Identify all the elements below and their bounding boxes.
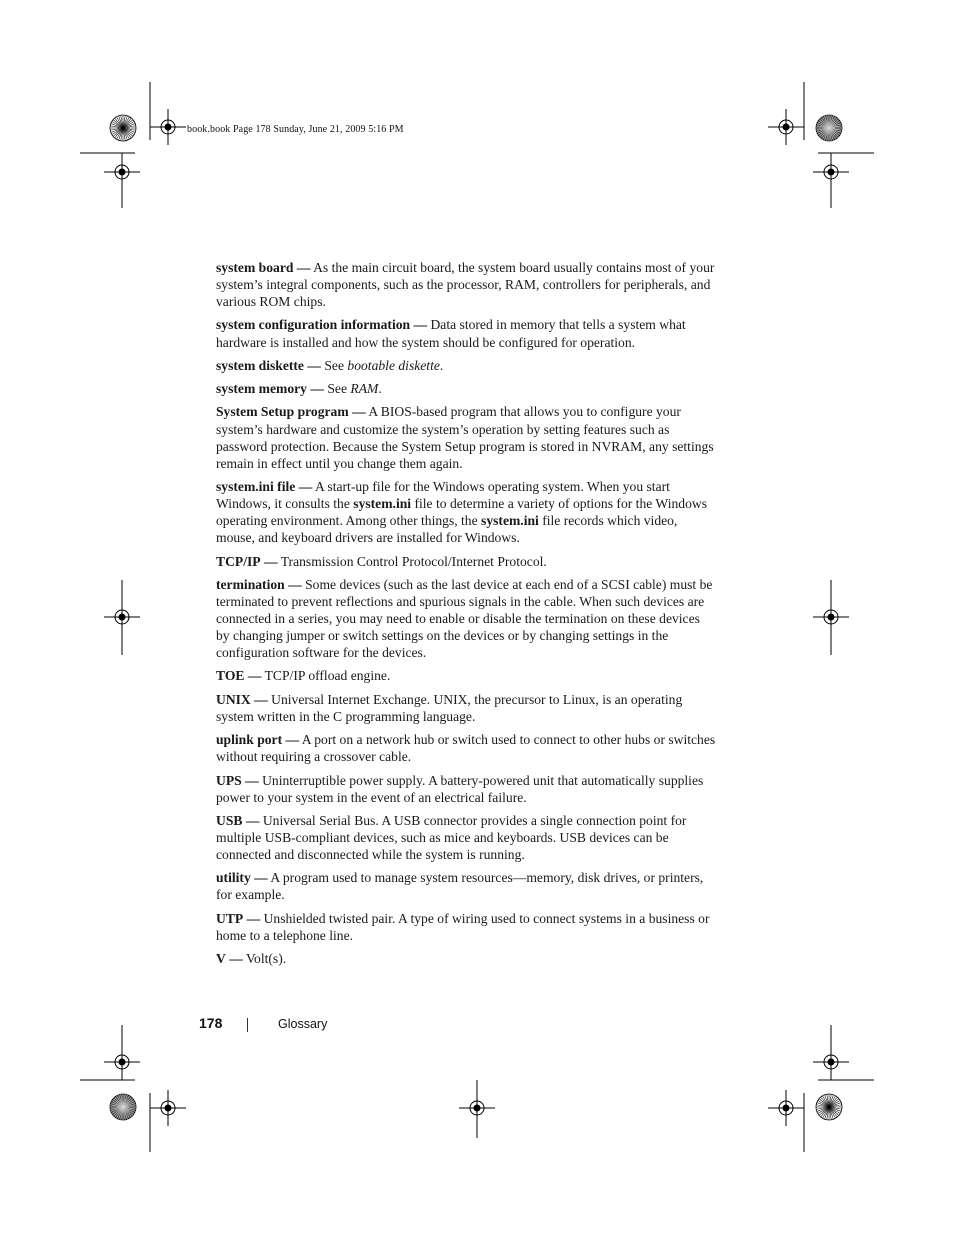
definition-text: Some devices (such as the last device at each end of a SCSI cable) must be terminated to prevent reflections and spurious signals in the cable. When such devices are connected in a series, you may need to enable or disable the termination on these devices by changing jumper or switch settings on the devices or by changing settings in the configuration software for the devices. (216, 576, 713, 661)
page-number: 178 (199, 1015, 223, 1031)
definition-text: A BIOS-based program that allows you to configure your system’s hardware and customize the system’s operation by setting features such as password protection. Because the System Setup program is stored in NVRAM, any settings remain in effect until you change them again. (216, 404, 714, 471)
definition-text: A port on a network hub or switch used to connect to other hubs or switches without requiring a crossover cable. (216, 732, 716, 765)
em-dash: — (413, 317, 428, 333)
glossary-entry (216, 403, 716, 471)
registration-mark-icon (150, 109, 186, 145)
definition-text: See (327, 381, 351, 397)
color-wheel-icon (816, 115, 842, 141)
definition-text: Unshielded twisted pair. A type of wiring used to connect systems in a business or home to a telephone line. (216, 910, 710, 943)
em-dash: — (288, 576, 302, 592)
em-dash: — (263, 553, 278, 569)
glossary-term: UNIX (216, 691, 251, 707)
registration-mark-icon (150, 1090, 186, 1126)
em-dash: — (310, 381, 324, 397)
glossary-entry (216, 691, 716, 725)
glossary-entry (216, 478, 716, 546)
glossary-list (216, 259, 716, 973)
em-dash: — (247, 668, 262, 684)
glossary-entry (216, 259, 716, 310)
definition-text: file to determine a variety of options for the Windows operating environment. Among other things, the (216, 496, 707, 529)
glossary-entry (216, 576, 716, 661)
definition-text: Uninterruptible power supply. A battery-powered unit that automatically supplies power to your system in the event of an electrical failure. (216, 772, 704, 805)
glossary-term: utility (216, 870, 251, 886)
glossary-entry (216, 667, 716, 684)
glossary-term: system memory (216, 381, 307, 397)
definition-text: . (439, 357, 444, 373)
cross-reference: bootable diskette (347, 357, 440, 373)
glossary-term: TOE (216, 668, 245, 684)
em-dash: — (296, 260, 311, 275)
definition-text: Universal Serial Bus. A USB connector provides a single connection point for multiple USB-compliant devices, such as mice and keyboards. USB devices can be connected and disconnected while the system is running. (216, 812, 687, 863)
em-dash: — (307, 357, 321, 373)
registration-mark-icon (104, 599, 140, 635)
glossary-entry (216, 380, 716, 397)
glossary-term: uplink port (216, 732, 283, 748)
glossary-term: TCP/IP (216, 553, 261, 569)
definition-text: As the main circuit board, the system board usually contains most of your system’s integral components, such as the processor, RAM, controllers for peripherals, and various ROM chips. (216, 260, 715, 310)
registration-mark-icon (768, 1090, 804, 1126)
glossary-entry (216, 316, 716, 350)
glossary-term: USB (216, 812, 243, 828)
filename: system.ini (353, 496, 412, 512)
glossary-term: UTP (216, 910, 244, 926)
definition-text: A start-up file for the Windows operating system. When you start Windows, it consults the (216, 478, 670, 512)
color-wheel-icon (110, 1094, 136, 1120)
glossary-term: system.ini file (216, 478, 296, 494)
glossary-entry (216, 812, 716, 863)
glossary-entry (216, 772, 716, 806)
glossary-entry (216, 869, 716, 903)
em-dash: — (352, 404, 366, 420)
filename: system.ini (481, 513, 539, 529)
registration-mark-icon (768, 109, 804, 145)
definition-text: Universal Internet Exchange. UNIX, the precursor to Linux, is an operating system written in the C programming language. (216, 691, 683, 724)
em-dash: — (298, 478, 313, 494)
definition-text: See (324, 357, 348, 373)
em-dash: — (254, 691, 268, 707)
definition-text: A program used to manage system resources—memory, disk drives, or printers, for example. (216, 870, 704, 903)
em-dash: — (245, 812, 260, 828)
definition-text: Transmission Control Protocol/Internet Protocol. (280, 553, 547, 569)
definition-text: . (378, 381, 382, 397)
glossary-entry (216, 950, 716, 967)
color-wheel-icon (110, 115, 136, 141)
definition-text: Data stored in memory that tells a system what hardware is installed and how the system should be configured for operation. (216, 317, 686, 350)
em-dash: — (254, 870, 268, 886)
glossary-entry (216, 910, 716, 944)
glossary-term: System Setup program (216, 404, 349, 420)
registration-mark-icon (813, 599, 849, 635)
registration-mark-icon (813, 154, 849, 190)
color-wheel-icon (816, 1094, 842, 1120)
definition-text: file records which video, mouse, and keyboard drivers are installed for Windows. (216, 513, 678, 546)
em-dash: — (229, 951, 243, 967)
definition-text: Volt(s). (245, 951, 287, 967)
glossary-entry (216, 357, 716, 374)
footer-separator (247, 1018, 248, 1032)
print-header: book.book Page 178 Sunday, June 21, 2009 5:16 PM (187, 124, 404, 135)
cross-reference: RAM (350, 381, 379, 397)
glossary-term: system diskette (216, 357, 304, 373)
glossary-term: V (216, 951, 226, 967)
glossary-entry (216, 553, 716, 570)
page-footer (0, 1014, 954, 1038)
registration-mark-icon (813, 1044, 849, 1080)
definition-text: TCP/IP offload engine. (264, 668, 391, 684)
em-dash: — (246, 910, 261, 926)
glossary-term: system configuration information (216, 317, 411, 333)
registration-mark-icon (104, 1044, 140, 1080)
glossary-term: system board (216, 260, 294, 275)
glossary-term: termination (216, 576, 285, 592)
glossary-term: UPS (216, 772, 242, 788)
glossary-entry (216, 731, 716, 765)
em-dash: — (285, 732, 300, 748)
em-dash: — (245, 772, 259, 788)
footer-section-title: Glossary (278, 1017, 328, 1031)
registration-mark-icon (104, 154, 140, 190)
